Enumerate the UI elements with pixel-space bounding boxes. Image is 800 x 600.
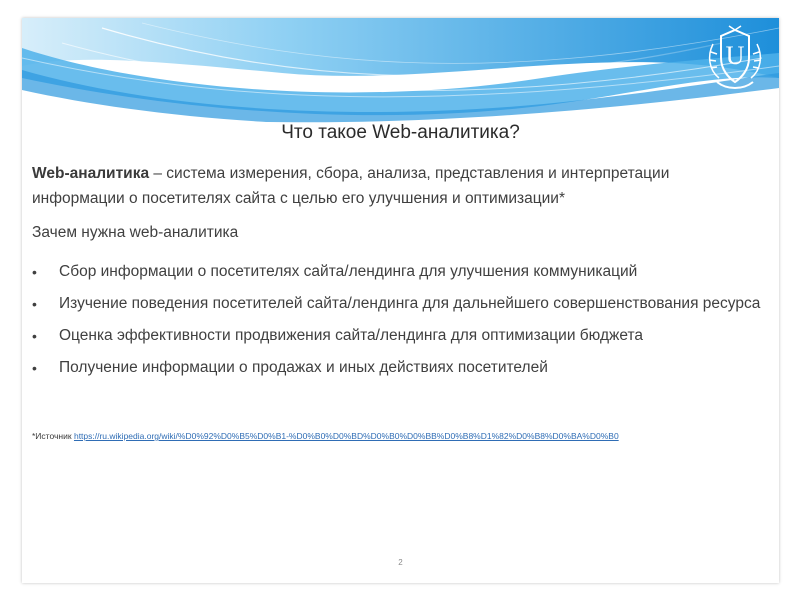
source-link[interactable]: https://ru.wikipedia.org/wiki/%D0%92%D0%B5%D0%B1-%D0%B0%D0%BD%D0%B0%D0%BB%D0%B8%D1%82%D0%B8%D0%BA%D0%B0 bbox=[73, 431, 619, 441]
bullet-icon: • bbox=[32, 296, 37, 312]
bullet-icon: • bbox=[32, 328, 37, 344]
header-banner bbox=[22, 18, 779, 128]
definition-paragraph bbox=[32, 161, 762, 211]
bullet-text: Изучение поведения посетителей сайта/лендинга для дальнейшего совершенствования ресурса bbox=[59, 295, 761, 312]
definition-term: Web-аналитика bbox=[32, 165, 150, 182]
source-label: *Источник bbox=[32, 431, 74, 441]
bullet-icon: • bbox=[32, 264, 37, 280]
page-number: 2 bbox=[398, 558, 403, 567]
bullet-text: Получение информации о продажах и иных действиях посетителей bbox=[59, 359, 548, 376]
definition-text: – система измерения, сбора, анализа, представления и интерпретации информации о посетителях сайта с целью его улучшения и оптимизации* bbox=[32, 165, 670, 207]
list-item bbox=[32, 352, 762, 384]
section-subtitle: Зачем нужна web-аналитика bbox=[32, 224, 239, 241]
svg-text:U: U bbox=[725, 41, 745, 70]
list-item bbox=[32, 320, 762, 352]
bullet-text: Оценка эффективности продвижения сайта/лендинга для оптимизации бюджета bbox=[59, 327, 644, 344]
slide-title: Что такое Web-аналитика? bbox=[281, 122, 520, 143]
source-note bbox=[32, 431, 772, 441]
slide bbox=[22, 18, 779, 583]
list-item bbox=[32, 256, 762, 288]
bullet-list bbox=[32, 256, 762, 384]
list-item bbox=[32, 288, 762, 320]
university-crest-icon bbox=[703, 24, 767, 94]
bullet-text: Сбор информации о посетителях сайта/лендинга для улучшения коммуникаций bbox=[59, 263, 638, 280]
bullet-icon: • bbox=[32, 360, 37, 376]
